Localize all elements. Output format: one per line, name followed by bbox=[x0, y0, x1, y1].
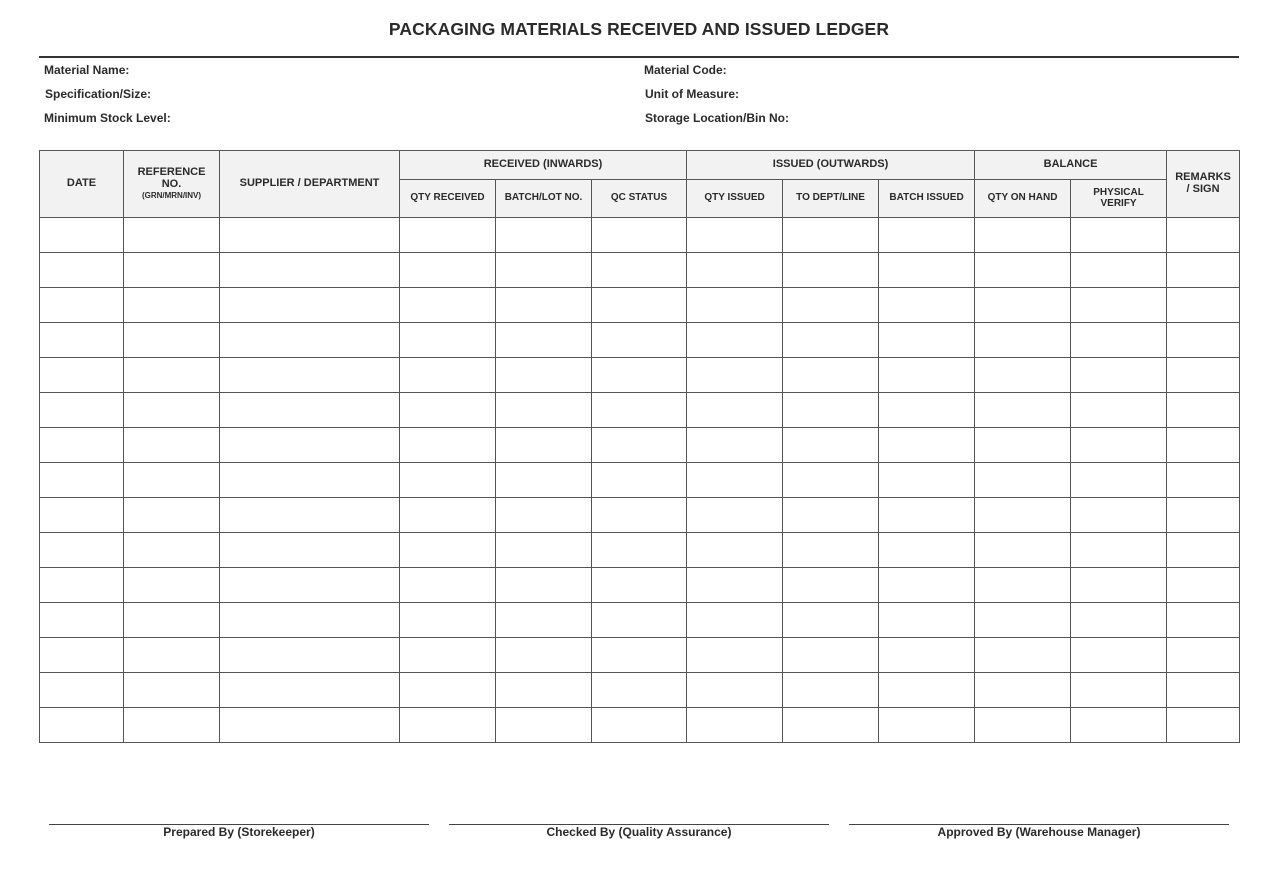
table-cell[interactable] bbox=[592, 358, 687, 393]
table-cell[interactable] bbox=[592, 673, 687, 708]
table-cell[interactable] bbox=[220, 708, 400, 743]
table-cell[interactable] bbox=[496, 218, 592, 253]
table-cell[interactable] bbox=[975, 568, 1071, 603]
table-cell[interactable] bbox=[783, 638, 879, 673]
table-cell[interactable] bbox=[400, 253, 496, 288]
table-cell[interactable] bbox=[400, 288, 496, 323]
table-cell[interactable] bbox=[975, 708, 1071, 743]
table-cell[interactable] bbox=[1071, 603, 1167, 638]
table-row bbox=[40, 428, 1240, 463]
table-cell[interactable] bbox=[592, 323, 687, 358]
header-balance-group: BALANCE bbox=[975, 151, 1167, 180]
table-cell[interactable] bbox=[783, 603, 879, 638]
ledger-table bbox=[39, 150, 1240, 743]
table-cell[interactable] bbox=[220, 253, 400, 288]
material-code-label: Material Code: bbox=[644, 63, 727, 77]
table-cell[interactable] bbox=[975, 673, 1071, 708]
ledger-body bbox=[40, 218, 1240, 743]
table-cell[interactable] bbox=[975, 358, 1071, 393]
table-cell[interactable] bbox=[975, 463, 1071, 498]
table-cell[interactable] bbox=[783, 218, 879, 253]
table-cell[interactable] bbox=[40, 218, 124, 253]
header-reference-line1: REFERENCE bbox=[137, 166, 206, 179]
table-cell[interactable] bbox=[879, 568, 975, 603]
table-cell[interactable] bbox=[879, 463, 975, 498]
table-cell[interactable] bbox=[220, 533, 400, 568]
table-cell[interactable] bbox=[687, 288, 783, 323]
table-cell[interactable] bbox=[220, 393, 400, 428]
table-cell[interactable] bbox=[879, 323, 975, 358]
table-cell[interactable] bbox=[220, 218, 400, 253]
minimum-stock-level-label: Minimum Stock Level: bbox=[44, 111, 171, 125]
table-row bbox=[40, 358, 1240, 393]
table-cell[interactable] bbox=[400, 393, 496, 428]
table-cell[interactable] bbox=[879, 428, 975, 463]
table-cell[interactable] bbox=[687, 673, 783, 708]
table-cell[interactable] bbox=[40, 323, 124, 358]
table-cell[interactable] bbox=[687, 708, 783, 743]
table-cell[interactable] bbox=[400, 568, 496, 603]
table-cell[interactable] bbox=[687, 463, 783, 498]
table-cell[interactable] bbox=[220, 428, 400, 463]
table-cell[interactable] bbox=[592, 393, 687, 428]
table-cell[interactable] bbox=[1071, 428, 1167, 463]
table-cell[interactable] bbox=[496, 673, 592, 708]
table-cell[interactable] bbox=[220, 323, 400, 358]
table-cell[interactable] bbox=[1167, 498, 1240, 533]
table-cell[interactable] bbox=[400, 708, 496, 743]
header-remarks-sign bbox=[1167, 151, 1240, 218]
table-cell[interactable] bbox=[124, 463, 220, 498]
table-cell[interactable] bbox=[40, 428, 124, 463]
table-cell[interactable] bbox=[783, 673, 879, 708]
table-cell[interactable] bbox=[687, 498, 783, 533]
table-cell[interactable] bbox=[1071, 568, 1167, 603]
table-cell[interactable] bbox=[1167, 358, 1240, 393]
table-cell[interactable] bbox=[975, 428, 1071, 463]
table-cell[interactable] bbox=[496, 358, 592, 393]
table-cell[interactable] bbox=[592, 638, 687, 673]
prepared-by-label: Prepared By (Storekeeper) bbox=[163, 825, 315, 839]
table-row bbox=[40, 568, 1240, 603]
table-cell[interactable] bbox=[687, 603, 783, 638]
table-cell[interactable] bbox=[1071, 393, 1167, 428]
table-cell[interactable] bbox=[40, 288, 124, 323]
table-cell[interactable] bbox=[687, 533, 783, 568]
header-physical-line1: PHYSICAL bbox=[1093, 187, 1144, 198]
table-cell[interactable] bbox=[592, 218, 687, 253]
table-cell[interactable] bbox=[783, 498, 879, 533]
table-cell[interactable] bbox=[1071, 463, 1167, 498]
table-cell[interactable] bbox=[400, 603, 496, 638]
table-cell[interactable] bbox=[687, 428, 783, 463]
table-cell[interactable] bbox=[879, 708, 975, 743]
header-physical-verify bbox=[1071, 180, 1167, 218]
table-row bbox=[40, 393, 1240, 428]
table-cell[interactable] bbox=[975, 288, 1071, 323]
table-row bbox=[40, 323, 1240, 358]
table-row bbox=[40, 253, 1240, 288]
table-cell[interactable] bbox=[879, 603, 975, 638]
table-cell[interactable] bbox=[496, 568, 592, 603]
table-cell[interactable] bbox=[40, 393, 124, 428]
header-reference-no bbox=[124, 151, 220, 218]
table-cell[interactable] bbox=[124, 323, 220, 358]
table-cell[interactable] bbox=[400, 358, 496, 393]
table-cell[interactable] bbox=[124, 428, 220, 463]
table-cell[interactable] bbox=[783, 568, 879, 603]
header-batch-issued: BATCH ISSUED bbox=[879, 180, 975, 218]
title-divider bbox=[39, 56, 1239, 58]
header-to-dept-line: TO DEPT/LINE bbox=[783, 180, 879, 218]
table-cell[interactable] bbox=[496, 428, 592, 463]
table-cell[interactable] bbox=[783, 288, 879, 323]
table-cell[interactable] bbox=[400, 463, 496, 498]
header-reference-line2: NO. bbox=[161, 177, 182, 190]
table-cell[interactable] bbox=[40, 463, 124, 498]
table-cell[interactable] bbox=[1167, 393, 1240, 428]
table-cell[interactable] bbox=[40, 708, 124, 743]
table-cell[interactable] bbox=[1167, 673, 1240, 708]
table-cell[interactable] bbox=[124, 708, 220, 743]
table-cell[interactable] bbox=[220, 498, 400, 533]
approved-by-label: Approved By (Warehouse Manager) bbox=[937, 825, 1141, 839]
table-cell[interactable] bbox=[975, 323, 1071, 358]
header-received-group: RECEIVED (INWARDS) bbox=[400, 151, 687, 180]
table-row bbox=[40, 498, 1240, 533]
table-row bbox=[40, 603, 1240, 638]
table-cell[interactable] bbox=[592, 253, 687, 288]
table-cell[interactable] bbox=[783, 323, 879, 358]
table-cell[interactable] bbox=[1167, 638, 1240, 673]
table-cell[interactable] bbox=[975, 253, 1071, 288]
table-cell[interactable] bbox=[879, 673, 975, 708]
table-cell[interactable] bbox=[1167, 428, 1240, 463]
table-cell[interactable] bbox=[1071, 498, 1167, 533]
table-cell[interactable] bbox=[783, 253, 879, 288]
table-cell[interactable] bbox=[220, 568, 400, 603]
table-cell[interactable] bbox=[496, 708, 592, 743]
table-cell[interactable] bbox=[1167, 603, 1240, 638]
table-cell[interactable] bbox=[1167, 288, 1240, 323]
table-cell[interactable] bbox=[40, 358, 124, 393]
table-cell[interactable] bbox=[40, 568, 124, 603]
table-cell[interactable] bbox=[592, 498, 687, 533]
table-cell[interactable] bbox=[879, 253, 975, 288]
table-cell[interactable] bbox=[1071, 533, 1167, 568]
table-cell[interactable] bbox=[783, 463, 879, 498]
table-cell[interactable] bbox=[400, 673, 496, 708]
table-cell[interactable] bbox=[124, 288, 220, 323]
table-row bbox=[40, 638, 1240, 673]
table-cell[interactable] bbox=[400, 638, 496, 673]
table-cell[interactable] bbox=[687, 358, 783, 393]
table-cell[interactable] bbox=[1071, 638, 1167, 673]
table-cell[interactable] bbox=[40, 603, 124, 638]
table-cell[interactable] bbox=[1167, 323, 1240, 358]
table-cell[interactable] bbox=[783, 708, 879, 743]
page-title: PACKAGING MATERIALS RECEIVED AND ISSUED LEDGER bbox=[388, 19, 890, 39]
table-cell[interactable] bbox=[496, 393, 592, 428]
table-cell[interactable] bbox=[496, 533, 592, 568]
table-cell[interactable] bbox=[975, 638, 1071, 673]
table-cell[interactable] bbox=[40, 253, 124, 288]
table-cell[interactable] bbox=[124, 603, 220, 638]
table-cell[interactable] bbox=[220, 358, 400, 393]
table-cell[interactable] bbox=[687, 253, 783, 288]
table-cell[interactable] bbox=[124, 253, 220, 288]
table-cell[interactable] bbox=[1167, 708, 1240, 743]
table-cell[interactable] bbox=[1071, 673, 1167, 708]
table-cell[interactable] bbox=[783, 358, 879, 393]
table-cell[interactable] bbox=[1167, 463, 1240, 498]
table-cell[interactable] bbox=[124, 673, 220, 708]
table-cell[interactable] bbox=[879, 533, 975, 568]
table-cell[interactable] bbox=[40, 638, 124, 673]
table-cell[interactable] bbox=[592, 533, 687, 568]
table-cell[interactable] bbox=[496, 603, 592, 638]
table-cell[interactable] bbox=[687, 638, 783, 673]
table-cell[interactable] bbox=[592, 603, 687, 638]
table-cell[interactable] bbox=[687, 323, 783, 358]
table-cell[interactable] bbox=[400, 428, 496, 463]
table-cell[interactable] bbox=[220, 463, 400, 498]
table-cell[interactable] bbox=[400, 498, 496, 533]
table-cell[interactable] bbox=[400, 218, 496, 253]
table-cell[interactable] bbox=[975, 533, 1071, 568]
table-cell[interactable] bbox=[496, 463, 592, 498]
table-cell[interactable] bbox=[40, 498, 124, 533]
table-cell[interactable] bbox=[124, 358, 220, 393]
header-qty-issued: QTY ISSUED bbox=[687, 180, 783, 218]
table-cell[interactable] bbox=[592, 463, 687, 498]
table-cell[interactable] bbox=[1071, 708, 1167, 743]
header-reference-subtitle: (GRN/MRN/INV) bbox=[141, 191, 202, 201]
specification-size-label: Specification/Size: bbox=[45, 87, 152, 101]
table-cell[interactable] bbox=[1167, 533, 1240, 568]
storage-location-label: Storage Location/Bin No: bbox=[645, 111, 789, 125]
table-cell[interactable] bbox=[975, 218, 1071, 253]
table-row bbox=[40, 288, 1240, 323]
table-row bbox=[40, 463, 1240, 498]
table-cell[interactable] bbox=[124, 568, 220, 603]
table-cell[interactable] bbox=[1071, 323, 1167, 358]
table-row bbox=[40, 218, 1240, 253]
table-cell[interactable] bbox=[124, 533, 220, 568]
table-cell[interactable] bbox=[975, 498, 1071, 533]
table-cell[interactable] bbox=[879, 498, 975, 533]
table-cell[interactable] bbox=[40, 533, 124, 568]
header-qc-status: QC STATUS bbox=[592, 180, 687, 218]
table-cell[interactable] bbox=[496, 288, 592, 323]
header-physical-line2: VERIFY bbox=[1100, 197, 1137, 209]
header-remarks-line1: REMARKS bbox=[1175, 171, 1231, 184]
table-row bbox=[40, 708, 1240, 743]
material-name-label: Material Name: bbox=[44, 63, 130, 77]
header-remarks-line2: / SIGN bbox=[1186, 183, 1220, 195]
table-cell[interactable] bbox=[220, 638, 400, 673]
table-cell[interactable] bbox=[1071, 253, 1167, 288]
table-cell[interactable] bbox=[975, 603, 1071, 638]
table-cell[interactable] bbox=[592, 708, 687, 743]
table-cell[interactable] bbox=[879, 638, 975, 673]
unit-of-measure-label: Unit of Measure: bbox=[645, 87, 740, 101]
table-cell[interactable] bbox=[592, 568, 687, 603]
table-cell[interactable] bbox=[687, 568, 783, 603]
table-cell[interactable] bbox=[496, 498, 592, 533]
table-cell[interactable] bbox=[220, 288, 400, 323]
table-cell[interactable] bbox=[220, 673, 400, 708]
header-qty-received: QTY RECEIVED bbox=[400, 180, 496, 218]
table-cell[interactable] bbox=[687, 393, 783, 428]
table-cell[interactable] bbox=[1167, 218, 1240, 253]
table-cell[interactable] bbox=[124, 393, 220, 428]
table-cell[interactable] bbox=[592, 288, 687, 323]
table-cell[interactable] bbox=[1167, 568, 1240, 603]
header-batch-lot-no: BATCH/LOT NO. bbox=[496, 180, 592, 218]
table-cell[interactable] bbox=[879, 218, 975, 253]
table-cell[interactable] bbox=[783, 393, 879, 428]
table-cell[interactable] bbox=[1071, 288, 1167, 323]
table-cell[interactable] bbox=[1071, 218, 1167, 253]
table-cell[interactable] bbox=[124, 638, 220, 673]
table-row bbox=[40, 533, 1240, 568]
table-cell[interactable] bbox=[220, 603, 400, 638]
table-cell[interactable] bbox=[124, 218, 220, 253]
table-row bbox=[40, 673, 1240, 708]
checked-by-label: Checked By (Quality Assurance) bbox=[546, 825, 732, 839]
table-cell[interactable] bbox=[879, 393, 975, 428]
table-cell[interactable] bbox=[496, 638, 592, 673]
header-qty-on-hand: QTY ON HAND bbox=[975, 180, 1071, 218]
table-cell[interactable] bbox=[783, 428, 879, 463]
table-cell[interactable] bbox=[687, 218, 783, 253]
table-cell[interactable] bbox=[496, 253, 592, 288]
table-cell[interactable] bbox=[1167, 253, 1240, 288]
header-issued-group: ISSUED (OUTWARDS) bbox=[687, 151, 975, 180]
table-cell[interactable] bbox=[40, 673, 124, 708]
table-cell[interactable] bbox=[879, 358, 975, 393]
header-date: DATE bbox=[40, 151, 124, 218]
table-cell[interactable] bbox=[400, 323, 496, 358]
table-cell[interactable] bbox=[975, 393, 1071, 428]
table-cell[interactable] bbox=[400, 533, 496, 568]
table-cell[interactable] bbox=[592, 428, 687, 463]
table-cell[interactable] bbox=[124, 498, 220, 533]
table-cell[interactable] bbox=[1071, 358, 1167, 393]
table-cell[interactable] bbox=[783, 533, 879, 568]
table-cell[interactable] bbox=[496, 323, 592, 358]
table-cell[interactable] bbox=[879, 288, 975, 323]
header-supplier-department: SUPPLIER / DEPARTMENT bbox=[220, 151, 400, 218]
